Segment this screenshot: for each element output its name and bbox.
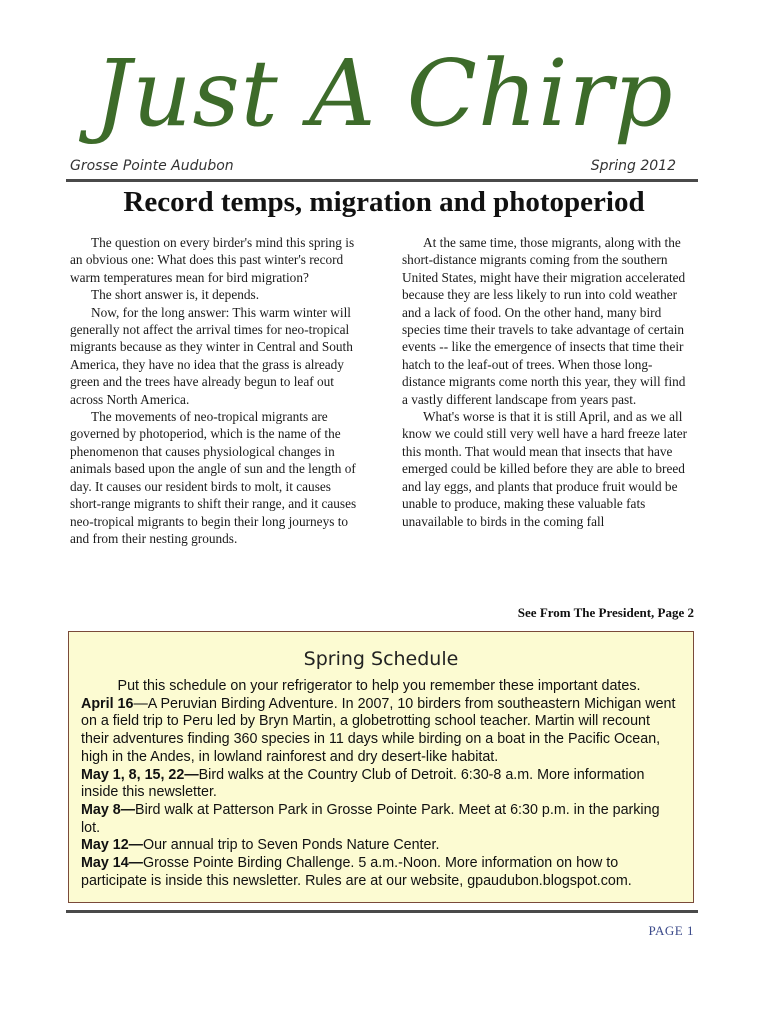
schedule-text: —A Peruvian Birding Adventure. In 2007, 10 birders from southeastern Michigan went on a field trip to Peru led by Bryn Martin, a globetrotting school teacher. Martin will recount their adventures finding 360 species in 11 days while birding on a boat in the Pacific Ocean, high in the Andes, in lowland rainforest and dry desert-like habitat.: [81, 695, 676, 765]
schedule-entry: [81, 767, 677, 802]
schedule-text: Bird walk at Patterson Park in Grosse Pointe Park. Meet at 6:30 p.m. in the parking lot.: [81, 801, 660, 836]
article-column-left: [70, 234, 357, 547]
schedule-date: April 16: [81, 695, 134, 712]
header-rule: [66, 179, 698, 182]
schedule-entry: [81, 696, 677, 767]
schedule-text: Our annual trip to Seven Ponds Nature Center.: [142, 837, 440, 854]
continuation-link[interactable]: See From The President, Page 2: [517, 605, 694, 620]
schedule-text: Grosse Pointe Birding Challenge. 5 a.m.-Noon. More information on how to participate is inside this newsletter. Rules are at our website, gpaudubon.blogspot.com.: [81, 855, 632, 889]
footer-rule: [66, 910, 698, 913]
article-paragraph: The movements of neo-tropical migrants are governed by photoperiod, which is the name of the phenomenon that causes physiological changes in animals based upon the angle of sun and the length of day. It causes our resident birds to molt, it causes short-range migrants to shift their range, and it causes neo-tropical migrants to begin their long journeys to and from their nesting grounds.: [70, 409, 357, 546]
article-column-right: [402, 234, 689, 530]
schedule-entry: [81, 802, 677, 837]
issue-date: Spring 2012: [590, 158, 676, 174]
article-paragraph: The short answer is, it depends.: [91, 287, 260, 303]
article-headline: Record temps, migration and photoperiod: [123, 186, 645, 218]
schedule-entry: [81, 855, 677, 890]
schedule-intro: Put this schedule on your refrigerator to help you remember these important dates.: [117, 678, 641, 694]
spring-schedule-box: [68, 631, 694, 903]
article-paragraph: The question on every birder's mind this spring is an obvious one: What does this past winter's record warm temperatures mean for bird migration?: [70, 235, 355, 285]
article-paragraph: At the same time, those migrants, along with the short-distance migrants coming from the southern United States, might have their migration accelerated because they are less likely to run into cold weather and a lack of food. On the other hand, many bird species time their travels to take advantage of certain events -- like the emergence of insects that time their hatch to the leaf-out of trees. When those long-distance migrants come north this year, they will find a vastly different landscape from years past.: [402, 235, 686, 407]
schedule-date: May 14—: [81, 855, 143, 872]
schedule-date: May 8—: [81, 801, 136, 818]
article-paragraph: What's worse is that it is still April, and as we all know we could still very well have a hard freeze later this month. That would mean that insects that have emerged could be killed before they are able to breed and lay eggs, and plants that produce fruit would be unable to produce, making these valuable fats unavailable to birds in the coming fall: [402, 409, 688, 529]
schedule-entry: [81, 837, 677, 855]
schedule-text: Bird walks at the Country Club of Detroit. 6:30-8 a.m. More information inside this newsletter.: [81, 766, 645, 801]
organization-name: Grosse Pointe Audubon: [70, 158, 234, 174]
article-paragraph: Now, for the long answer: This warm winter will generally not affect the arrival times for neo-tropical migrants because as they winter in Central and South America, they have no idea that the grass is already green and the trees have already begun to leaf out across North America.: [70, 304, 353, 407]
schedule-date: May 1, 8, 15, 22—: [81, 766, 199, 783]
newsletter-masthead: Just A Chirp: [94, 40, 674, 147]
schedule-date: May 12—: [81, 837, 143, 854]
page-number: PAGE 1: [648, 923, 694, 938]
schedule-body: [81, 678, 677, 890]
schedule-title: Spring Schedule: [303, 648, 459, 670]
